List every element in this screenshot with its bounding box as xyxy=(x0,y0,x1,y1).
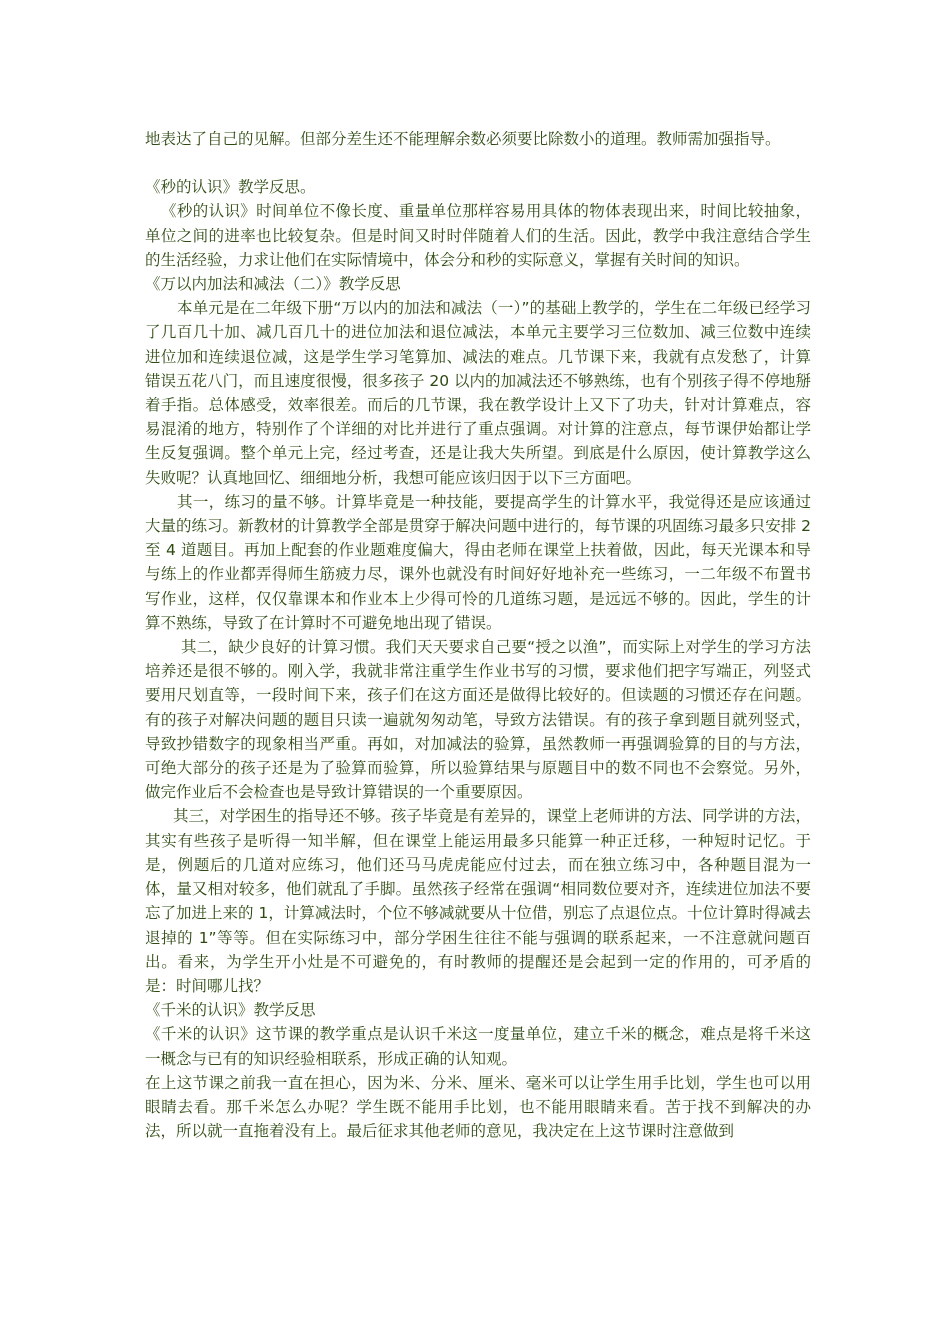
addition-paragraph-first: 其一，练习的量不够。计算毕竟是一种技能，要提高学生的计算水平，我觉得还是应该通过大量的练习。新教材的计算教学全部是贯穿于解决问题中进行的，每节课的巩固练习最多只安排 2 至 4 道题目。再加上配套的作业题难度偏大，得由老师在课堂上扶着做，因此，每天光课本和导与练上的作业都弄得师生筋疲力尽，课外也就没有时间好好地补充一些练习，一二年级不布置书写作业，这样，仅仅靠课本和作业本上少得可怜的几道练习题，是远远不够的。因此，学生的计算不熟练，导致了在计算时不可避免地出现了错误。 xyxy=(145,492,811,632)
kilometer-paragraph-worry: 在上这节课之前我一直在担心，因为米、分米、厘米、毫米可以让学生用手比划，学生也可以用眼睛去看。那千米怎么办呢？学生既不能用手比划，也不能用眼睛来看。苦于找不到解决的办法，所以就一直拖着没有上。最后征求其他老师的意见，我决定在上这节课时注意做到 xyxy=(145,1073,811,1141)
addition-paragraph-intro: 本单元是在二年级下册“万以内的加法和减法（一）”的基础上教学的，学生在二年级已经学习了几百几十加、减几百几十的进位加法和退位减法，本单元主要学习三位数加、减三位数中连续进位加和连续退位减，这是学生学习笔算加、减法的难点。几节课下来，我就有点发愁了，计算错误五花八门，而且速度很慢，很多孩子 20 以内的加减法还不够熟练，也有个别孩子得不停地掰着手指。总体感受，效率很差。而后的几节课，我在教学设计上又下了功夫，针对计算难点，容易混淆的地方，特别作了个详细的对比并进行了重点强调。对计算的注意点，每节课伊始都让学生反复强调。整个单元上完，经过考查，还是让我大失所望。到底是什么原因，使计算教学这么失败呢？认真地回忆、细细地分析，我想可能应该归因于以下三方面吧。 xyxy=(145,299,811,487)
section-title-kilometer: 《千米的认识》教学反思 xyxy=(145,1001,316,1020)
kilometer-paragraph-focus: 《千米的认识》这节课的教学重点是认识千米这一度量单位，建立千米的概念，难点是将千米这一概念与已有的知识经验相联系，形成正确的认知观。 xyxy=(145,1025,811,1068)
blank-line xyxy=(145,151,811,175)
section-title-addition-subtraction: 《万以内加法和减法（二）》教学反思 xyxy=(145,275,401,294)
document-page xyxy=(145,127,811,1143)
intro-paragraph: 地表达了自己的见解。但部分差生还不能理解余数必须要比除数小的道理。教师需加强指导。 xyxy=(145,130,781,148)
section-title-seconds: 《秒的认识》教学反思。 xyxy=(145,178,316,197)
seconds-paragraph: 《秒的认识》时间单位不像长度、重量单位那样容易用具体的物体表现出来，时间比较抽象，单位之间的进率也比较复杂。但是时间又时时伴随着人们的生活。因此，教学中我注意结合学生的生活经验，力求让他们在实际情境中，体会分和秒的实际意义，掌握有关时间的知识。 xyxy=(145,202,811,269)
addition-paragraph-third: 其三，对学困生的指导还不够。孩子毕竟是有差异的，课堂上老师讲的方法、同学讲的方法，其实有些孩子是听得一知半解，但在课堂上能运用最多只能算一种正迁移，一种短时记忆。于是，例题后的几道对应练习，他们还马马虎虎能应付过去，而在独立练习中，各种题目混为一体，量又相对较多，他们就乱了手脚。虽然孩子经常在强调“相同数位要对齐，连续进位加法不要忘了加进上来的 1，计算减法时，个位不够减就要从十位借，别忘了点退位点。十位计算时得减去退掉的 1”等等。但在实际练习中，部分学困生往往不能与强调的联系起来，一不注意就问题百出。看来，为学生开小灶是不可避免的，有时教师的提醒还是会起到一定的作用的，可矛盾的是：时间哪儿找？ xyxy=(145,807,811,995)
addition-paragraph-second: 其二，缺少良好的计算习惯。我们天天要求自己要“授之以渔”，而实际上对学生的学习方法培养还是很不够的。刚入学，我就非常注重学生作业书写的习惯，要求他们把字写端正，列竖式要用尺划直等，一段时间下来，孩子们在这方面还是做得比较好的。但读题的习惯还存在问题。有的孩子对解决问题的题目只读一遍就匆匆动笔，导致方法错误。有的孩子拿到题目就列竖式，导致抄错数字的现象相当严重。再如，对加减法的验算，虽然教师一再强调验算的目的与方法，可绝大部分的孩子还是为了验算而验算，所以验算结果与原题目中的数不同也不会察觉。另外，做完作业后不会检查也是导致计算错误的一个重要原因。 xyxy=(145,638,811,802)
